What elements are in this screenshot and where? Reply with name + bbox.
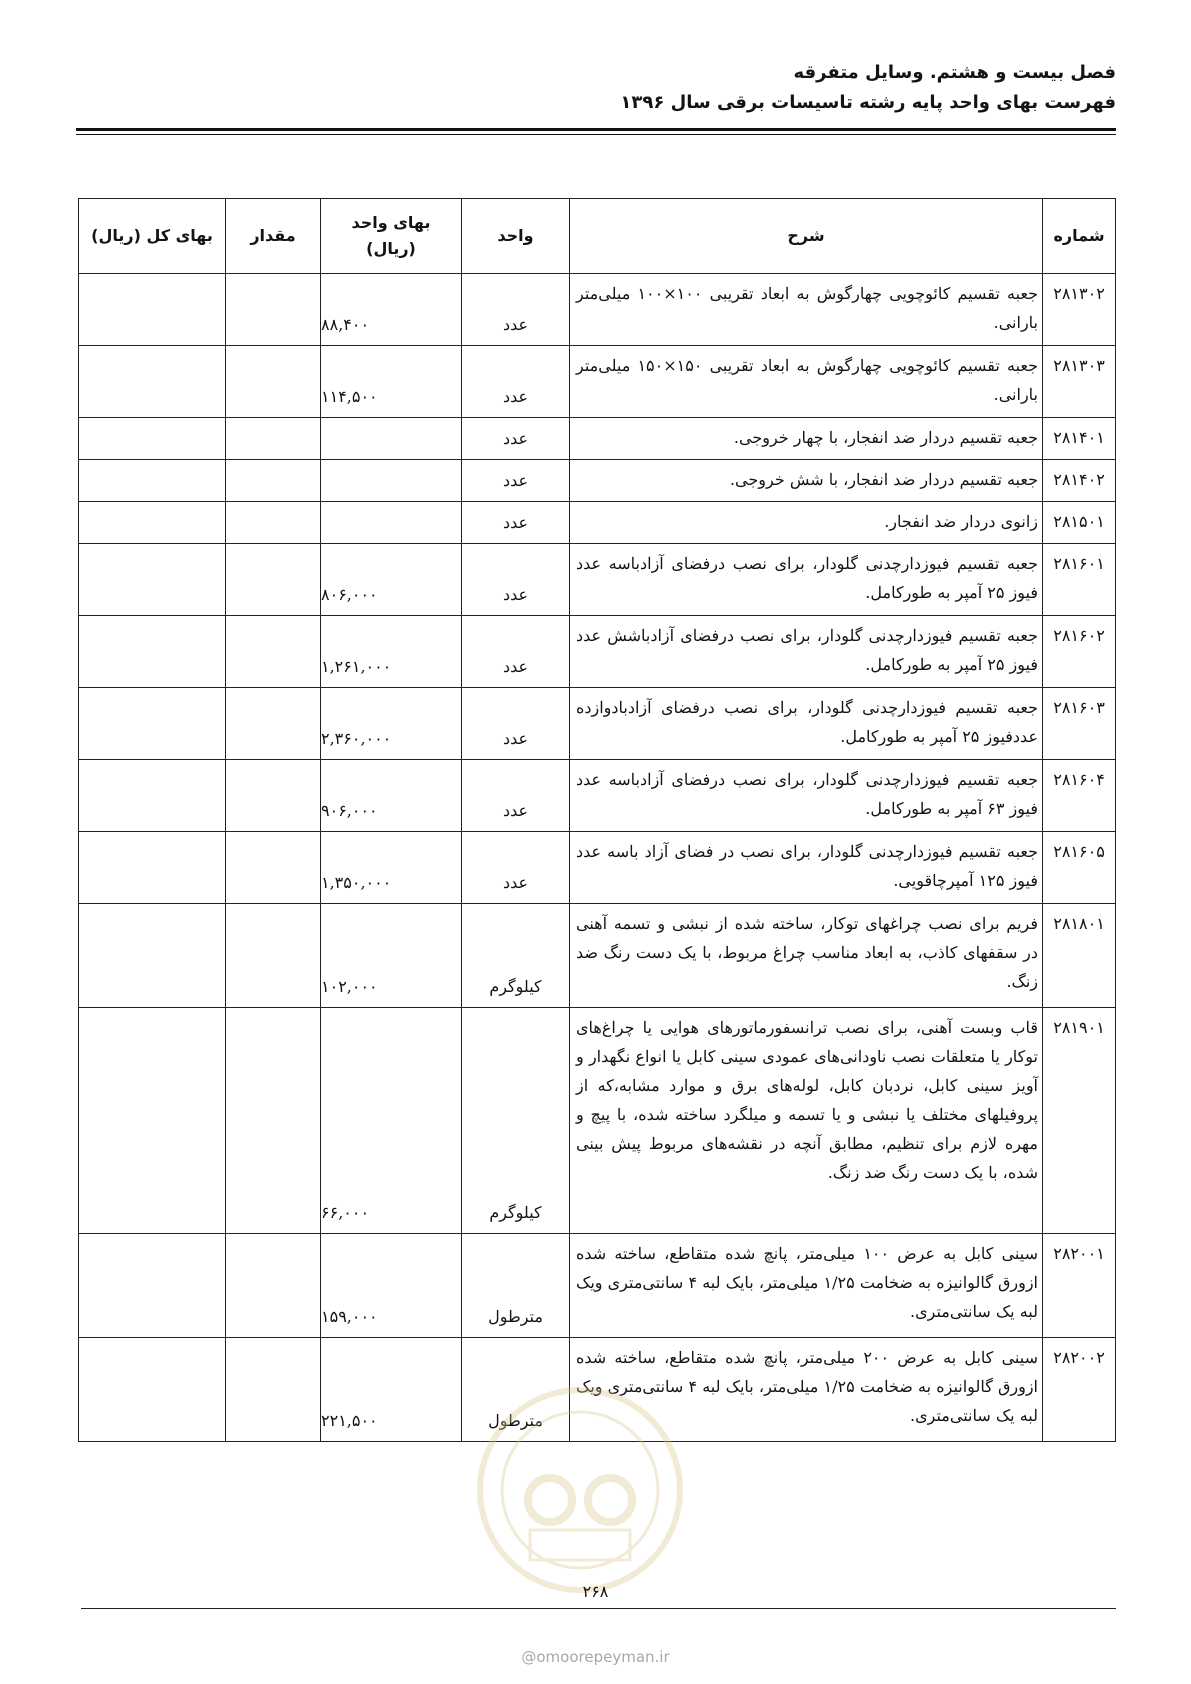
- price-table: [78, 198, 1116, 1442]
- item-code-cell: ۲۸۱۶۰۴: [1043, 760, 1116, 832]
- item-unit-price-cell: ۲۲۱,۵۰۰: [321, 1338, 462, 1442]
- item-quantity-cell: [226, 418, 321, 460]
- item-quantity-cell: [226, 1234, 321, 1338]
- table-row: [79, 1008, 1116, 1234]
- table-row: [79, 502, 1116, 544]
- item-code-cell: ۲۸۱۳۰۲: [1043, 274, 1116, 346]
- item-quantity-cell: [226, 1008, 321, 1234]
- item-description-cell: جعبه تقسیم دردار ضد انفجار، با شش خروجی.: [570, 460, 1043, 502]
- item-unit-price-cell: [321, 418, 462, 460]
- item-code-cell: ۲۸۱۶۰۳: [1043, 688, 1116, 760]
- item-total-price-cell: [79, 1338, 226, 1442]
- item-description-cell: جعبه تقسیم فیوزدارچدنی گلودار، برای نصب در فضای آزاد باسه عدد فیوز ۱۲۵ آمپرچاقویی.: [570, 832, 1043, 904]
- item-unit-cell: کیلوگرم: [462, 1008, 570, 1234]
- column-header-description: شرح: [570, 199, 1043, 274]
- item-code-cell: ۲۸۱۴۰۲: [1043, 460, 1116, 502]
- item-description-cell: زانوی دردار ضد انفجار.: [570, 502, 1043, 544]
- footer-credit: @omoorepeyman.ir: [521, 1648, 670, 1666]
- item-unit-cell: عدد: [462, 502, 570, 544]
- item-quantity-cell: [226, 544, 321, 616]
- table-row: [79, 1234, 1116, 1338]
- item-unit-price-cell: [321, 502, 462, 544]
- item-code-cell: ۲۸۱۴۰۱: [1043, 418, 1116, 460]
- item-quantity-cell: [226, 688, 321, 760]
- item-code-cell: ۲۸۱۸۰۱: [1043, 904, 1116, 1008]
- item-unit-price-cell: ۱,۲۶۱,۰۰۰: [321, 616, 462, 688]
- item-total-price-cell: [79, 274, 226, 346]
- item-unit-price-cell: ۹۰۶,۰۰۰: [321, 760, 462, 832]
- item-quantity-cell: [226, 346, 321, 418]
- unit-price-currency: (ریال): [366, 239, 416, 258]
- item-total-price-cell: [79, 616, 226, 688]
- item-quantity-cell: [226, 460, 321, 502]
- item-unit-cell: مترطول: [462, 1338, 570, 1442]
- page-header: [76, 58, 1116, 118]
- item-description-cell: جعبه تقسیم فیوزدارچدنی گلودار، برای نصب درفضای آزادبادوازده عددفیوز ۲۵ آمپر به طورکامل.: [570, 688, 1043, 760]
- item-unit-price-cell: ۱۰۲,۰۰۰: [321, 904, 462, 1008]
- unit-price-label: بهای واحد: [351, 213, 431, 232]
- item-code-cell: ۲۸۲۰۰۲: [1043, 1338, 1116, 1442]
- item-description-cell: فریم برای نصب چراغهای توکار، ساخته شده از نبشی و تسمه آهنی در سقفهای کاذب، به ابعاد مناسب چراغ مربوط، با یک دست رنگ ضد زنگ.: [570, 904, 1043, 1008]
- page-number: ۲۶۸: [582, 1582, 609, 1601]
- item-unit-cell: عدد: [462, 760, 570, 832]
- item-total-price-cell: [79, 544, 226, 616]
- column-header-unit: واحد: [462, 199, 570, 274]
- item-total-price-cell: [79, 760, 226, 832]
- item-code-cell: ۲۸۱۶۰۵: [1043, 832, 1116, 904]
- item-total-price-cell: [79, 1234, 226, 1338]
- item-total-price-cell: [79, 832, 226, 904]
- column-header-quantity: مقدار: [226, 199, 321, 274]
- item-quantity-cell: [226, 616, 321, 688]
- item-description-cell: جعبه تقسیم کائوچویی چهارگوش به ابعاد تقریبی ۱۵۰×۱۵۰ میلی‌متر بارانی.: [570, 346, 1043, 418]
- table-row: [79, 688, 1116, 760]
- item-unit-price-cell: ۸۰۶,۰۰۰: [321, 544, 462, 616]
- item-description-cell: جعبه تقسیم فیوزدارچدنی گلودار، برای نصب درفضای آزادباسه عدد فیوز ۲۵ آمپر به طورکامل.: [570, 544, 1043, 616]
- item-unit-cell: عدد: [462, 346, 570, 418]
- item-unit-cell: عدد: [462, 616, 570, 688]
- table-row: [79, 274, 1116, 346]
- table-row: [79, 544, 1116, 616]
- item-unit-price-cell: ۲,۳۶۰,۰۰۰: [321, 688, 462, 760]
- item-unit-price-cell: [321, 460, 462, 502]
- item-description-cell: جعبه تقسیم فیوزدارچدنی گلودار، برای نصب درفضای آزادباسه عدد فیوز ۶۳ آمپر به طورکامل.: [570, 760, 1043, 832]
- item-code-cell: ۲۸۱۳۰۳: [1043, 346, 1116, 418]
- item-description-cell: جعبه تقسیم کائوچویی چهارگوش به ابعاد تقریبی ۱۰۰×۱۰۰ میلی‌متر بارانی.: [570, 274, 1043, 346]
- item-description-cell: جعبه تقسیم فیوزدارچدنی گلودار، برای نصب درفضای آزادباشش عدد فیوز ۲۵ آمپر به طورکامل.: [570, 616, 1043, 688]
- table-row: [79, 418, 1116, 460]
- footer-divider: [81, 1608, 1116, 1609]
- item-unit-price-cell: ۱۱۴,۵۰۰: [321, 346, 462, 418]
- item-unit-cell: عدد: [462, 418, 570, 460]
- item-unit-price-cell: ۱,۳۵۰,۰۰۰: [321, 832, 462, 904]
- item-total-price-cell: [79, 346, 226, 418]
- item-quantity-cell: [226, 274, 321, 346]
- item-description-cell: قاب وبست آهنی، برای نصب ترانسفورماتورهای هوایی یا چراغ‌های توکار یا متعلقات نصب ناودانی‌های عمودی سینی کابل یا انواع نگهدار و آویز سینی کابل، نردبان کابل، لوله‌های برق و موارد مشابه،که از پروفیلهای مختلف یا نبشی و یا تسمه و میلگرد ساخته شده، با پیچ و مهره لازم برای تنظیم، مطابق آنچه در نقشه‌های مربوط پیش بینی شده، با یک دست رنگ ضد زنگ.: [570, 1008, 1043, 1234]
- item-unit-price-cell: ۶۶,۰۰۰: [321, 1008, 462, 1234]
- table-body: [79, 274, 1116, 1442]
- table-row: [79, 346, 1116, 418]
- table-row: [79, 460, 1116, 502]
- item-unit-cell: عدد: [462, 460, 570, 502]
- item-quantity-cell: [226, 760, 321, 832]
- table-header-row: [79, 199, 1116, 274]
- item-unit-cell: عدد: [462, 688, 570, 760]
- item-total-price-cell: [79, 502, 226, 544]
- table-row: [79, 832, 1116, 904]
- item-quantity-cell: [226, 832, 321, 904]
- column-header-code: شماره: [1043, 199, 1116, 274]
- item-total-price-cell: [79, 1008, 226, 1234]
- header-divider-thin: [76, 134, 1116, 135]
- item-description-cell: سینی کابل به عرض ۲۰۰ میلی‌متر، پانچ شده متقاطع، ساخته شده ازورق گالوانیزه به ضخامت ۱/۲۵ میلی‌متر، بایک لبه ۴ سانتی‌متری ویک لبه یک سانتی‌متری.: [570, 1338, 1043, 1442]
- table-row: [79, 760, 1116, 832]
- column-header-total-price: بهای کل (ریال): [79, 199, 226, 274]
- item-code-cell: ۲۸۱۵۰۱: [1043, 502, 1116, 544]
- column-header-unit-price: [321, 199, 462, 274]
- item-code-cell: ۲۸۱۶۰۲: [1043, 616, 1116, 688]
- table-row: [79, 1338, 1116, 1442]
- item-total-price-cell: [79, 904, 226, 1008]
- item-unit-price-cell: ۱۵۹,۰۰۰: [321, 1234, 462, 1338]
- item-quantity-cell: [226, 502, 321, 544]
- item-code-cell: ۲۸۱۶۰۱: [1043, 544, 1116, 616]
- item-code-cell: ۲۸۲۰۰۱: [1043, 1234, 1116, 1338]
- item-unit-cell: عدد: [462, 274, 570, 346]
- item-unit-cell: عدد: [462, 544, 570, 616]
- table-row: [79, 616, 1116, 688]
- chapter-title: فصل بیست و هشتم. وسایل متفرقه: [793, 62, 1116, 83]
- table-row: [79, 904, 1116, 1008]
- item-total-price-cell: [79, 688, 226, 760]
- item-quantity-cell: [226, 1338, 321, 1442]
- item-unit-cell: کیلوگرم: [462, 904, 570, 1008]
- item-description-cell: جعبه تقسیم دردار ضد انفجار، با چهار خروجی.: [570, 418, 1043, 460]
- price-list-title: فهرست بهای واحد پایه رشته تاسیسات برقی سال ۱۳۹۶: [620, 92, 1116, 113]
- item-unit-cell: مترطول: [462, 1234, 570, 1338]
- item-quantity-cell: [226, 904, 321, 1008]
- item-total-price-cell: [79, 418, 226, 460]
- item-description-cell: سینی کابل به عرض ۱۰۰ میلی‌متر، پانچ شده متقاطع، ساخته شده ازورق گالوانیزه به ضخامت ۱/۲۵ میلی‌متر، بایک لبه ۴ سانتی‌متری ویک لبه یک سانتی‌متری.: [570, 1234, 1043, 1338]
- header-divider: [76, 128, 1116, 131]
- item-unit-price-cell: ۸۸,۴۰۰: [321, 274, 462, 346]
- item-code-cell: ۲۸۱۹۰۱: [1043, 1008, 1116, 1234]
- item-unit-cell: عدد: [462, 832, 570, 904]
- item-total-price-cell: [79, 460, 226, 502]
